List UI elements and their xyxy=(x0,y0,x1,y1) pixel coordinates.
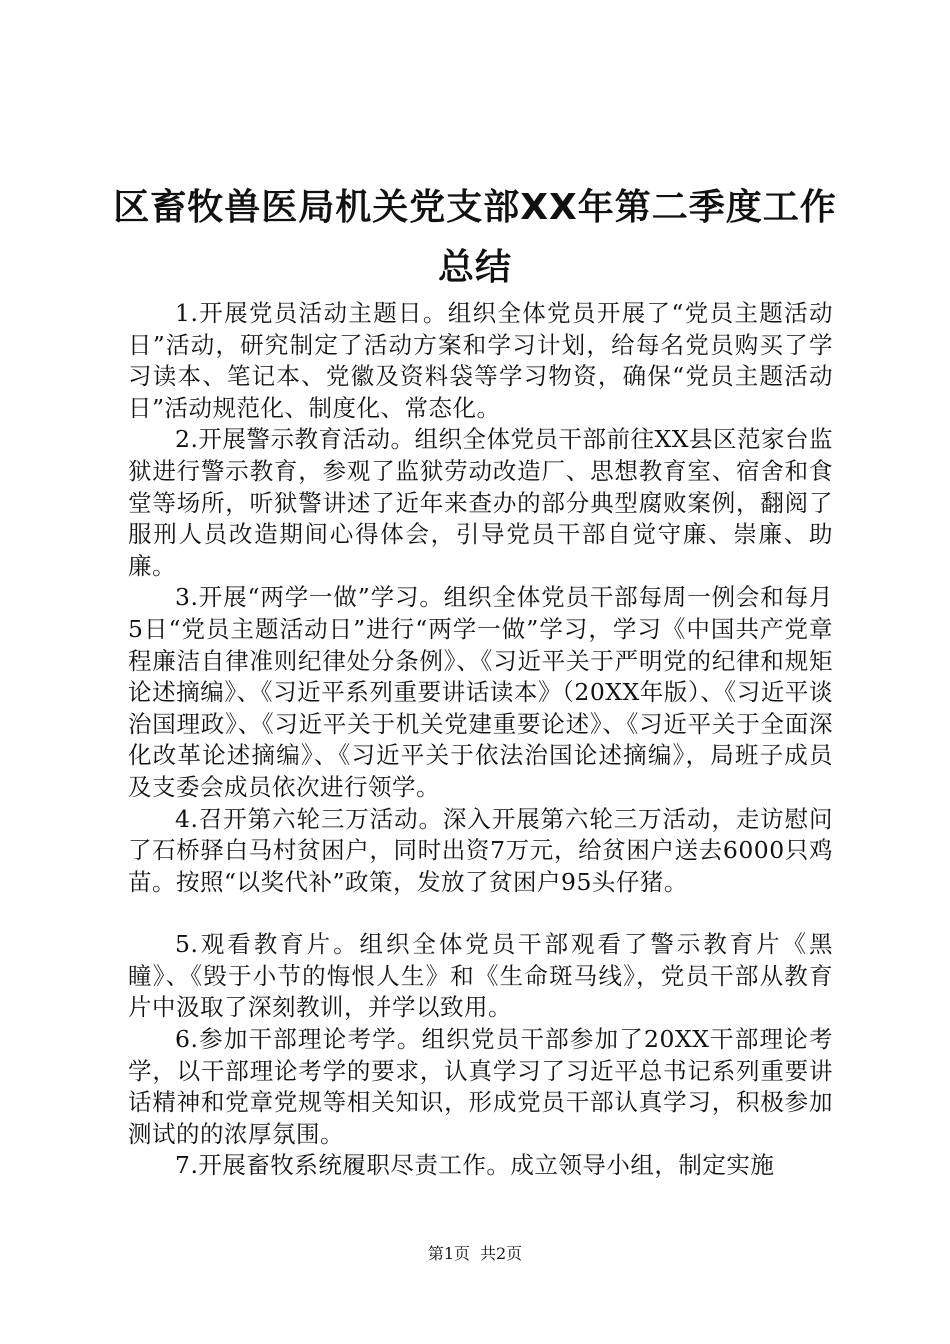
document-title-line-2: 总结 xyxy=(437,247,512,288)
paragraph-6: 6.参加干部理论考学。组织党员干部参加了20XX干部理论考学，以干部理论考学的要求，认真学习了习近平总书记系列重要讲话精神和党章党规等相关知识，形成党员干部认真学习，积极参加测试的的浓厚氛围。 xyxy=(128,1025,833,1148)
page-footer xyxy=(0,1243,950,1265)
paragraph-1: 1.开展党员活动主题日。组织全体党员开展了“党员主题活动日”活动，研究制定了活动方案和学习计划，给每名党员购买了学习读本、笔记本、党徽及资料袋等学习物资，确保“党员主题活动日”活动规范化、制度化、常态化。 xyxy=(128,299,833,422)
page-number-total: 共2页 xyxy=(480,1244,523,1263)
page-number-current: 第1页 xyxy=(427,1244,470,1263)
paragraph-2: 2.开展警示教育活动。组织全体党员干部前往XX县区范家台监狱进行警示教育，参观了监狱劳动改造厂、思想教育室、宿舍和食堂等场所，听狱警讲述了近年来查办的部分典型腐败案例，翻阅了服刑人员改造期间心得体会，引导党员干部自觉守廉、崇廉、助廉。 xyxy=(128,425,833,580)
paragraph-3: 3.开展“两学一做”学习。组织全体党员干部每周一例会和每月5日“党员主题活动日”进行“两学一做”学习，学习《中国共产党章程廉洁自律准则纪律处分条例》、《习近平关于严明党的纪律和规矩论述摘编》、《习近平系列重要讲话读本》（20XX年版）、《习近平谈治国理政》、《习近平关于机关党建重要论述》、《习近平关于全面深化改革论述摘编》、《习近平关于依法治国论述摘编》，局班子成员及支委会成员依次进行领学。 xyxy=(128,583,833,801)
paragraph-7: 7.开展畜牧系统履职尽责工作。成立领导小组，制定实施 xyxy=(175,1151,775,1180)
document-body xyxy=(128,298,833,1182)
paragraph-5: 5.观看教育片。组织全体党员干部观看了警示教育片《黑瞳》、《毁于小节的悔恨人生》和《生命斑马线》，党员干部从教育片中汲取了深刻教训，并学以致用。 xyxy=(128,930,833,1022)
paragraph-4: 4.召开第六轮三万活动。深入开展第六轮三万活动，走访慰问了石桥驿白马村贫困户，同时出资7万元，给贫困户送去6000只鸡苗。按照“以奖代补”政策，发放了贫困户95头仔猪。 xyxy=(128,804,833,896)
document-title-line-1: 区畜牧兽医局机关党支部XX年第二季度工作 xyxy=(113,187,837,228)
